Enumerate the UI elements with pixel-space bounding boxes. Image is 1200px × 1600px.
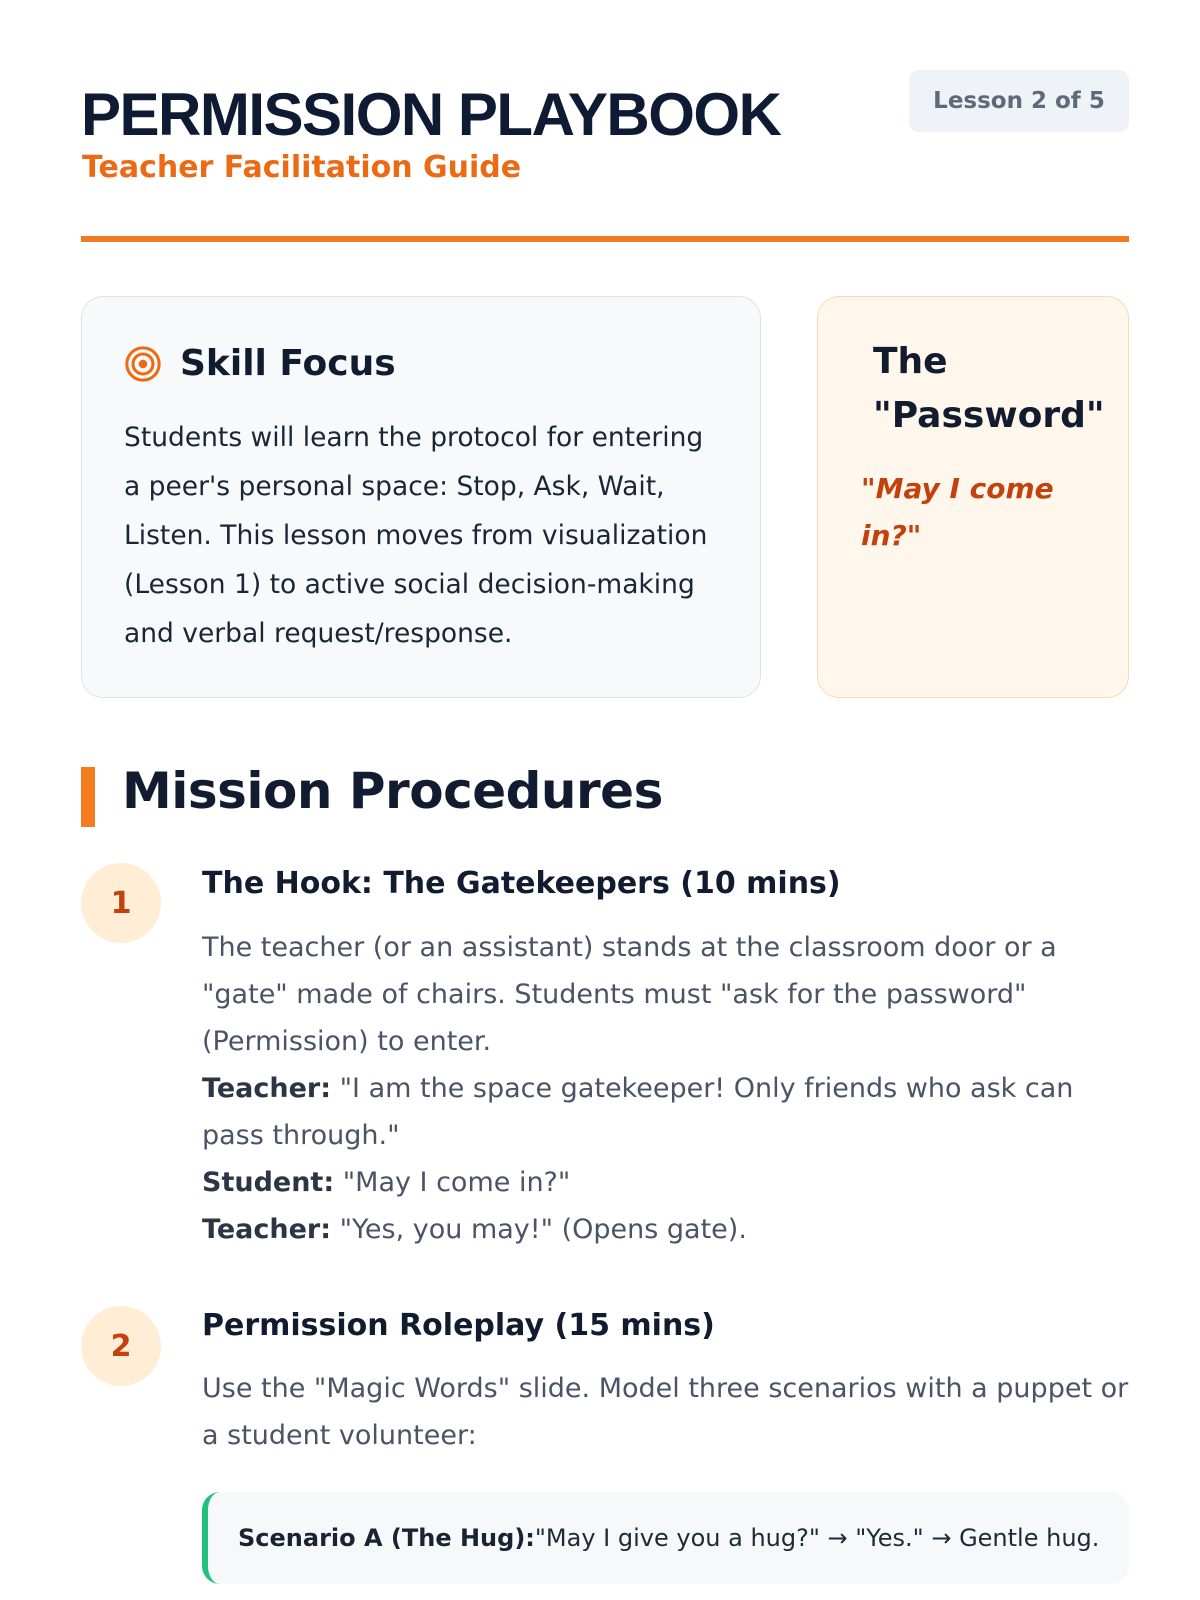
lesson-badge: Lesson 2 of 5 [909, 70, 1129, 132]
step-body [202, 924, 1132, 1253]
password-title: The "Password" [873, 341, 1105, 436]
scenario-label: Scenario A (The Hug): [238, 1524, 535, 1552]
page-header [81, 68, 1129, 238]
dialogue-speaker: Teacher: [202, 1073, 332, 1104]
dialogue-speaker: Teacher: [202, 1214, 332, 1245]
dialogue-text: "I am the space gatekeeper! Only friends who ask can pass through." [202, 1073, 1074, 1151]
skill-focus-header [124, 343, 396, 384]
step-title: Permission Roleplay (15 mins) [202, 1308, 715, 1343]
step-intro: Use the "Magic Words" slide. Model three scenarios with a puppet or a student volunteer: [202, 1373, 1129, 1451]
dialogue-line [202, 1206, 1132, 1253]
step-number-badge: 1 [81, 863, 161, 943]
header-divider [81, 236, 1129, 242]
password-card [817, 296, 1129, 698]
skill-focus-card [81, 296, 761, 698]
scenario-callout [202, 1492, 1129, 1584]
dialogue-line [202, 1159, 1132, 1206]
step-title: The Hook: The Gatekeepers (10 mins) [202, 866, 841, 901]
step-intro: The teacher (or an assistant) stands at the classroom door or a "gate" made of chairs. Students must "ask for the password" (Permission) to enter. [202, 932, 1057, 1057]
dialogue-text: "Yes, you may!" (Opens gate). [331, 1214, 747, 1245]
scenario-text: "May I give you a hug?" → "Yes." → Gentle hug. [534, 1524, 1100, 1552]
target-icon [124, 345, 162, 383]
section-accent-bar [81, 767, 95, 827]
step-number-badge: 2 [81, 1306, 161, 1386]
page-subtitle: Teacher Facilitation Guide [82, 150, 522, 185]
skill-focus-body: Students will learn the protocol for entering a peer's personal space: Stop, Ask, Wait, Listen. This lesson moves from visualization (Lesson 1) to active social decision-making and verbal request/response. [124, 422, 708, 649]
page-title: PERMISSION PLAYBOOK [81, 81, 781, 148]
dialogue-text: "May I come in?" [334, 1167, 571, 1198]
password-quote: "May I come in?" [861, 472, 1054, 552]
dialogue-line [202, 1065, 1132, 1159]
skill-focus-title: Skill Focus [180, 343, 396, 384]
step-body [202, 1365, 1132, 1459]
dialogue-speaker: Student: [202, 1167, 335, 1198]
section-title: Mission Procedures [122, 762, 663, 820]
